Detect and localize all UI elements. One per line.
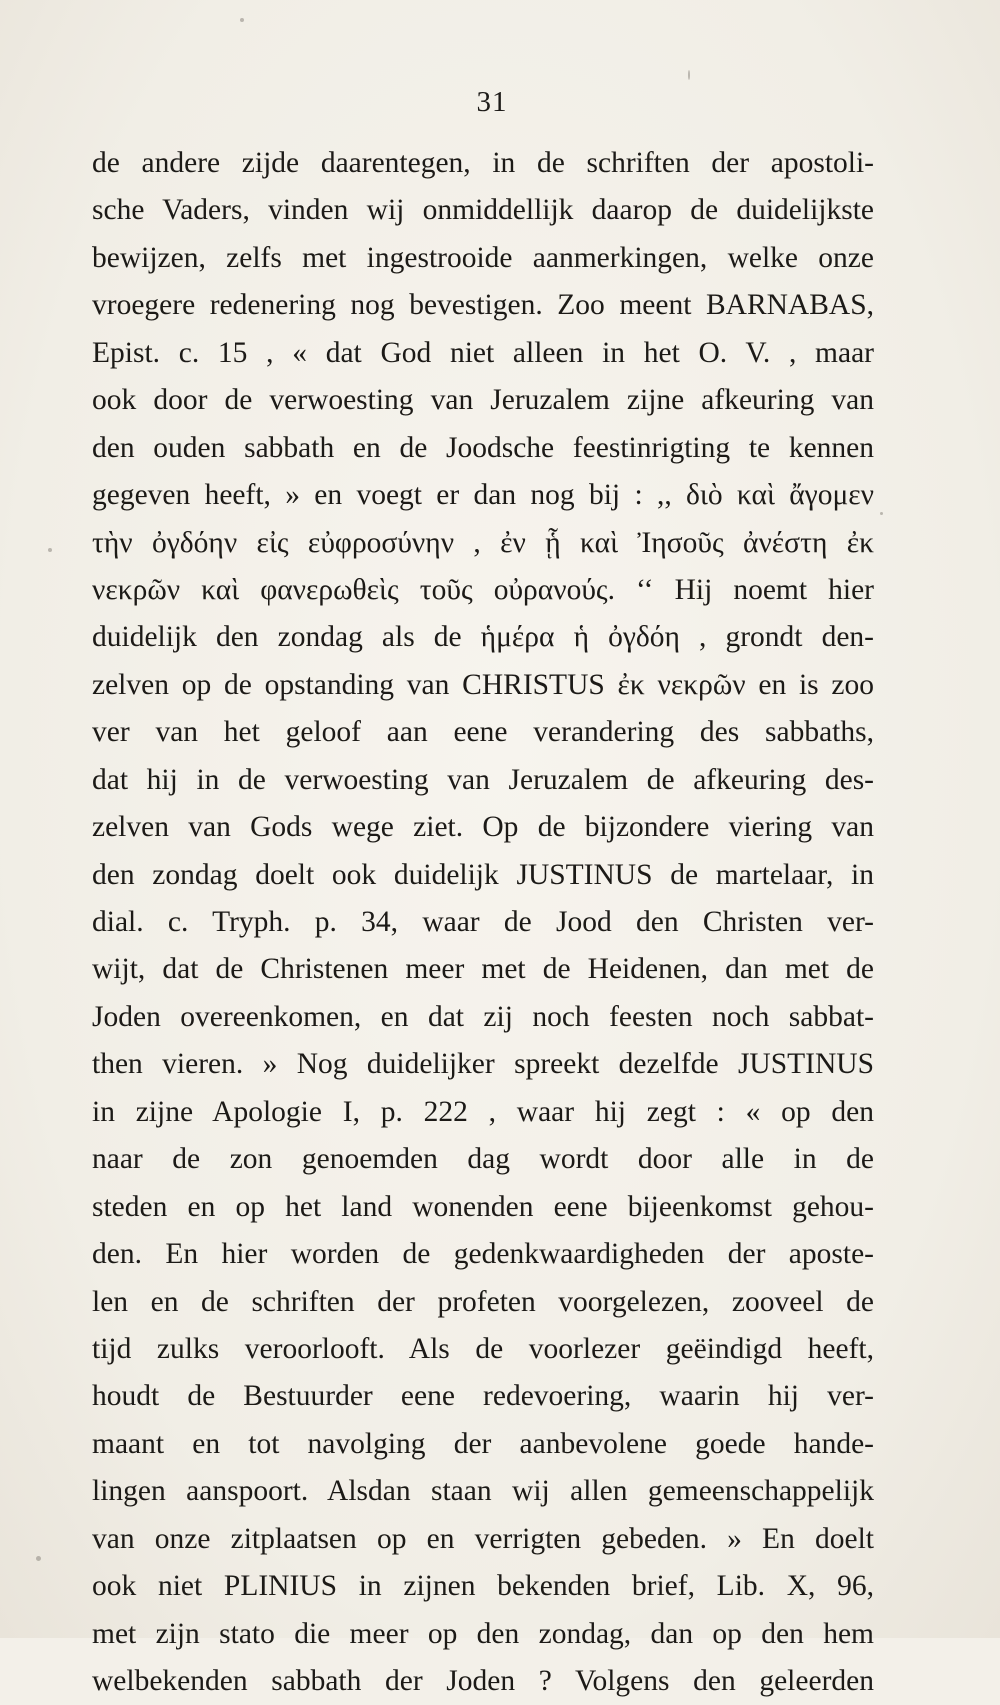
- text-line: houdt de Bestuurder eene redevoering, waarin hij ver-: [92, 1380, 874, 1413]
- text-line-greek: τὴν ὀγδόην εἰς εὐφροσύνην , ἐν ᾗ καὶ Ἰησοῦς ἀνέστη ἐκ: [92, 526, 874, 559]
- text-line: steden en op het land wonenden eene bijeenkomst gehou-: [92, 1190, 874, 1223]
- paper-speck: [48, 548, 52, 552]
- text-line: maant en tot navolging der aanbevolene goede hande-: [92, 1427, 874, 1460]
- paper-speck: [36, 1556, 41, 1561]
- text-line: naar de zon genoemden dag wordt door alle in de: [92, 1143, 874, 1176]
- text-line: vroegere redenering nog bevestigen. Zoo meent BARNABAS,: [92, 289, 874, 322]
- text-line: dat hij in de verwoesting van Jeruzalem de afkeuring des-: [92, 763, 874, 796]
- text-line: then vieren. » Nog duidelijker spreekt dezelfde JUSTINUS: [92, 1048, 874, 1081]
- text-line: ook niet PLINIUS in zijnen bekenden brief, Lib. X, 96,: [92, 1570, 874, 1603]
- text-line: tijd zulks veroorlooft. Als de voorlezer geëindigd heeft,: [92, 1332, 874, 1365]
- text-line: Epist. c. 15 , « dat God niet alleen in het O. V. , maar: [92, 336, 874, 369]
- text-line: ook door de verwoesting van Jeruzalem zijne afkeuring van: [92, 384, 874, 417]
- page-number: 31: [476, 86, 508, 118]
- text-line: den. En hier worden de gedenkwaardigheden der aposte-: [92, 1238, 874, 1271]
- text-line-greek: νεκρῶν καὶ φανερωθεὶς τοῦς οὐρανούς. ‘‘ Hij noemt hier: [92, 573, 874, 606]
- text-line: zelven van Gods wege ziet. Op de bijzondere viering van: [92, 811, 874, 844]
- text-line: welbekenden sabbath der Joden ? Volgens den geleerden: [92, 1665, 874, 1697]
- body-text: [92, 140, 874, 1705]
- text-line: Joden overeenkomen, en dat zij noch feesten noch sabbat-: [92, 1000, 874, 1033]
- text-line: dial. c. Tryph. p. 34, waar de Jood den Christen ver-: [92, 906, 874, 938]
- text-line: van onze zitplaatsen op en verrigten gebeden. » En doelt: [92, 1522, 874, 1555]
- text-line: sche Vaders, vinden wij onmiddellijk daarop de duidelijkste: [92, 194, 874, 227]
- paper-speck: [880, 512, 883, 515]
- paper-speck: [240, 18, 244, 22]
- paper-speck: [688, 70, 690, 80]
- text-line: ver van het geloof aan eene verandering des sabbaths,: [92, 716, 874, 749]
- text-line: in zijne Apologie I, p. 222 , waar hij zegt : « op den: [92, 1095, 874, 1128]
- text-line: len en de schriften der profeten voorgelezen, zooveel de: [92, 1285, 874, 1318]
- text-line: den ouden sabbath en de Joodsche feestinrigting te kennen: [92, 431, 874, 464]
- text-line: wijt, dat de Christenen meer met de Heidenen, dan met de: [92, 953, 874, 986]
- text-line: zelven op de opstanding van CHRISTUS ἐκ νεκρῶν en is zoo: [92, 668, 874, 701]
- text-line: lingen aanspoort. Alsdan staan wij allen gemeenschappelijk: [92, 1475, 874, 1508]
- text-line: duidelijk den zondag als de ἡμέρα ἡ ὀγδόη , grondt den-: [92, 621, 874, 654]
- text-line: met zijn stato die meer op den zondag, dan op den hem: [92, 1617, 874, 1650]
- text-line: bewijzen, zelfs met ingestrooide aanmerkingen, welke onze: [92, 241, 874, 274]
- text-line: de andere zijde daarentegen, in de schriften der apostoli-: [92, 147, 874, 179]
- text-line: den zondag doelt ook duidelijk JUSTINUS de martelaar, in: [92, 858, 874, 891]
- text-line: gegeven heeft, » en voegt er dan nog bij : ,, διὸ καὶ ἄγομεν: [92, 479, 874, 512]
